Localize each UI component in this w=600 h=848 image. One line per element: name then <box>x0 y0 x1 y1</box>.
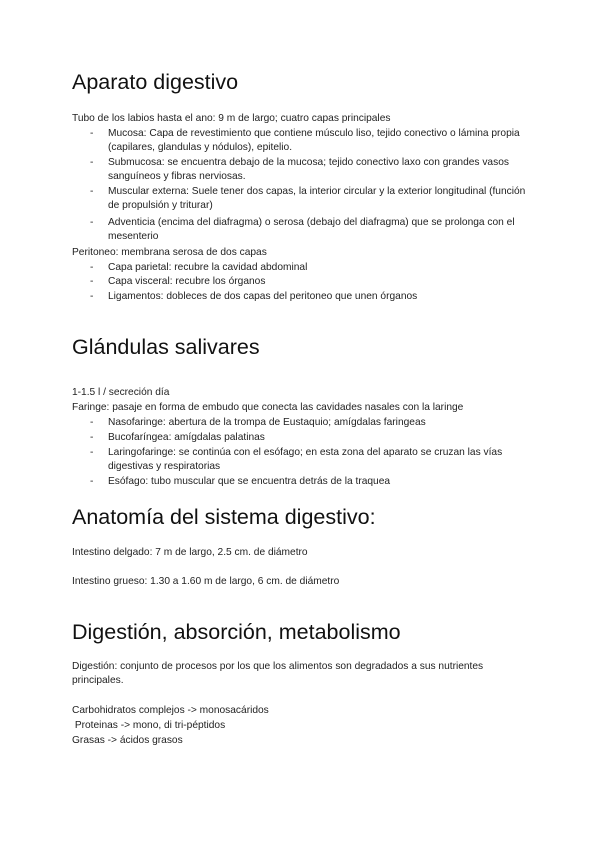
list-item <box>90 185 530 213</box>
list-item-text: Capa parietal: recubre la cavidad abdominal <box>108 262 308 273</box>
bullet-dash: - <box>90 186 94 197</box>
bullet-dash: - <box>90 217 94 228</box>
list-item <box>90 216 530 244</box>
list-item <box>90 416 530 430</box>
bullet-dash: - <box>90 291 94 302</box>
intestino-grueso-text: Intestino grueso: 1.30 a 1.60 m de largo, 6 cm. de diámetro <box>72 576 340 587</box>
bullet-dash: - <box>90 447 94 458</box>
list-item <box>90 290 530 304</box>
list-item-text: Esófago: tubo muscular que se encuentra detrás de la traquea <box>108 476 391 487</box>
grasas-text: Grasas -> ácidos grasos <box>72 735 183 746</box>
list-item-text: Adventicia (encima del diafragma) o serosa (debajo del diafragma) que se prolonga con el mesenterio <box>108 217 515 242</box>
bullet-dash: - <box>90 417 94 428</box>
list-item <box>90 431 530 445</box>
intro-text: 1-1.5 l / secreción día <box>72 387 170 398</box>
list-item <box>90 261 530 275</box>
list-item-text: Submucosa: se encuentra debajo de la mucosa; tejido conectivo laxo con grandes vasos sanguíneos y fibras nerviosas. <box>108 157 509 182</box>
list-item-text: Bucofaríngea: amígdalas palatinas <box>108 432 265 443</box>
section-heading-anatomia: Anatomía del sistema digestivo: <box>72 505 376 529</box>
list-item-text: Mucosa: Capa de revestimiento que contiene músculo liso, tejido conectivo o lámina propia (capilares, glandulas y nódulos), epitelio. <box>108 128 520 153</box>
intro-text: Tubo de los labios hasta el ano: 9 m de largo; cuatro capas principales <box>72 113 391 124</box>
digestion-paragraph: Digestión: conjunto de procesos por los que los alimentos son degradados a sus nutrientes principales. <box>72 661 484 686</box>
list-item-text: Laringofaringe: se continúa con el esófago; en esta zona del aparato se cruzan las vías digestivas y respiratorias <box>108 447 503 472</box>
peritoneo-text: Peritoneo: membrana serosa de dos capas <box>72 247 267 258</box>
bullet-dash: - <box>90 262 94 273</box>
list-item <box>90 156 530 184</box>
list-item <box>90 275 530 289</box>
intestino-delgado-text: Intestino delgado: 7 m de largo, 2.5 cm. de diámetro <box>72 547 308 558</box>
section-heading-aparato-digestivo: Aparato digestivo <box>72 70 239 94</box>
proteinas-text: Proteinas -> mono, di tri-péptidos <box>72 720 226 731</box>
section-heading-digestion: Digestión, absorción, metabolismo <box>72 620 401 644</box>
list-item-text: Ligamentos: dobleces de dos capas del peritoneo que unen órganos <box>108 291 418 302</box>
bullet-dash: - <box>90 157 94 168</box>
bullet-dash: - <box>90 476 94 487</box>
faringe-text: Faringe: pasaje en forma de embudo que conecta las cavidades nasales con la laringe <box>72 402 464 413</box>
bullet-dash: - <box>90 128 94 139</box>
list-item <box>90 446 530 474</box>
list-item <box>90 475 530 489</box>
list-item-text: Capa visceral: recubre los órganos <box>108 276 266 287</box>
bullet-dash: - <box>90 432 94 443</box>
bullet-dash: - <box>90 276 94 287</box>
list-item-text: Muscular externa: Suele tener dos capas, la interior circular y la exterior longitudinal (función de propulsión y triturar) <box>108 186 526 211</box>
carbohidratos-text: Carbohidratos complejos -> monosacáridos <box>72 705 269 716</box>
list-item-text: Nasofaringe: abertura de la trompa de Eustaquio; amígdalas faringeas <box>108 417 426 428</box>
section-heading-glandulas-salivares: Glándulas salivares <box>72 335 260 359</box>
list-item <box>90 127 530 155</box>
